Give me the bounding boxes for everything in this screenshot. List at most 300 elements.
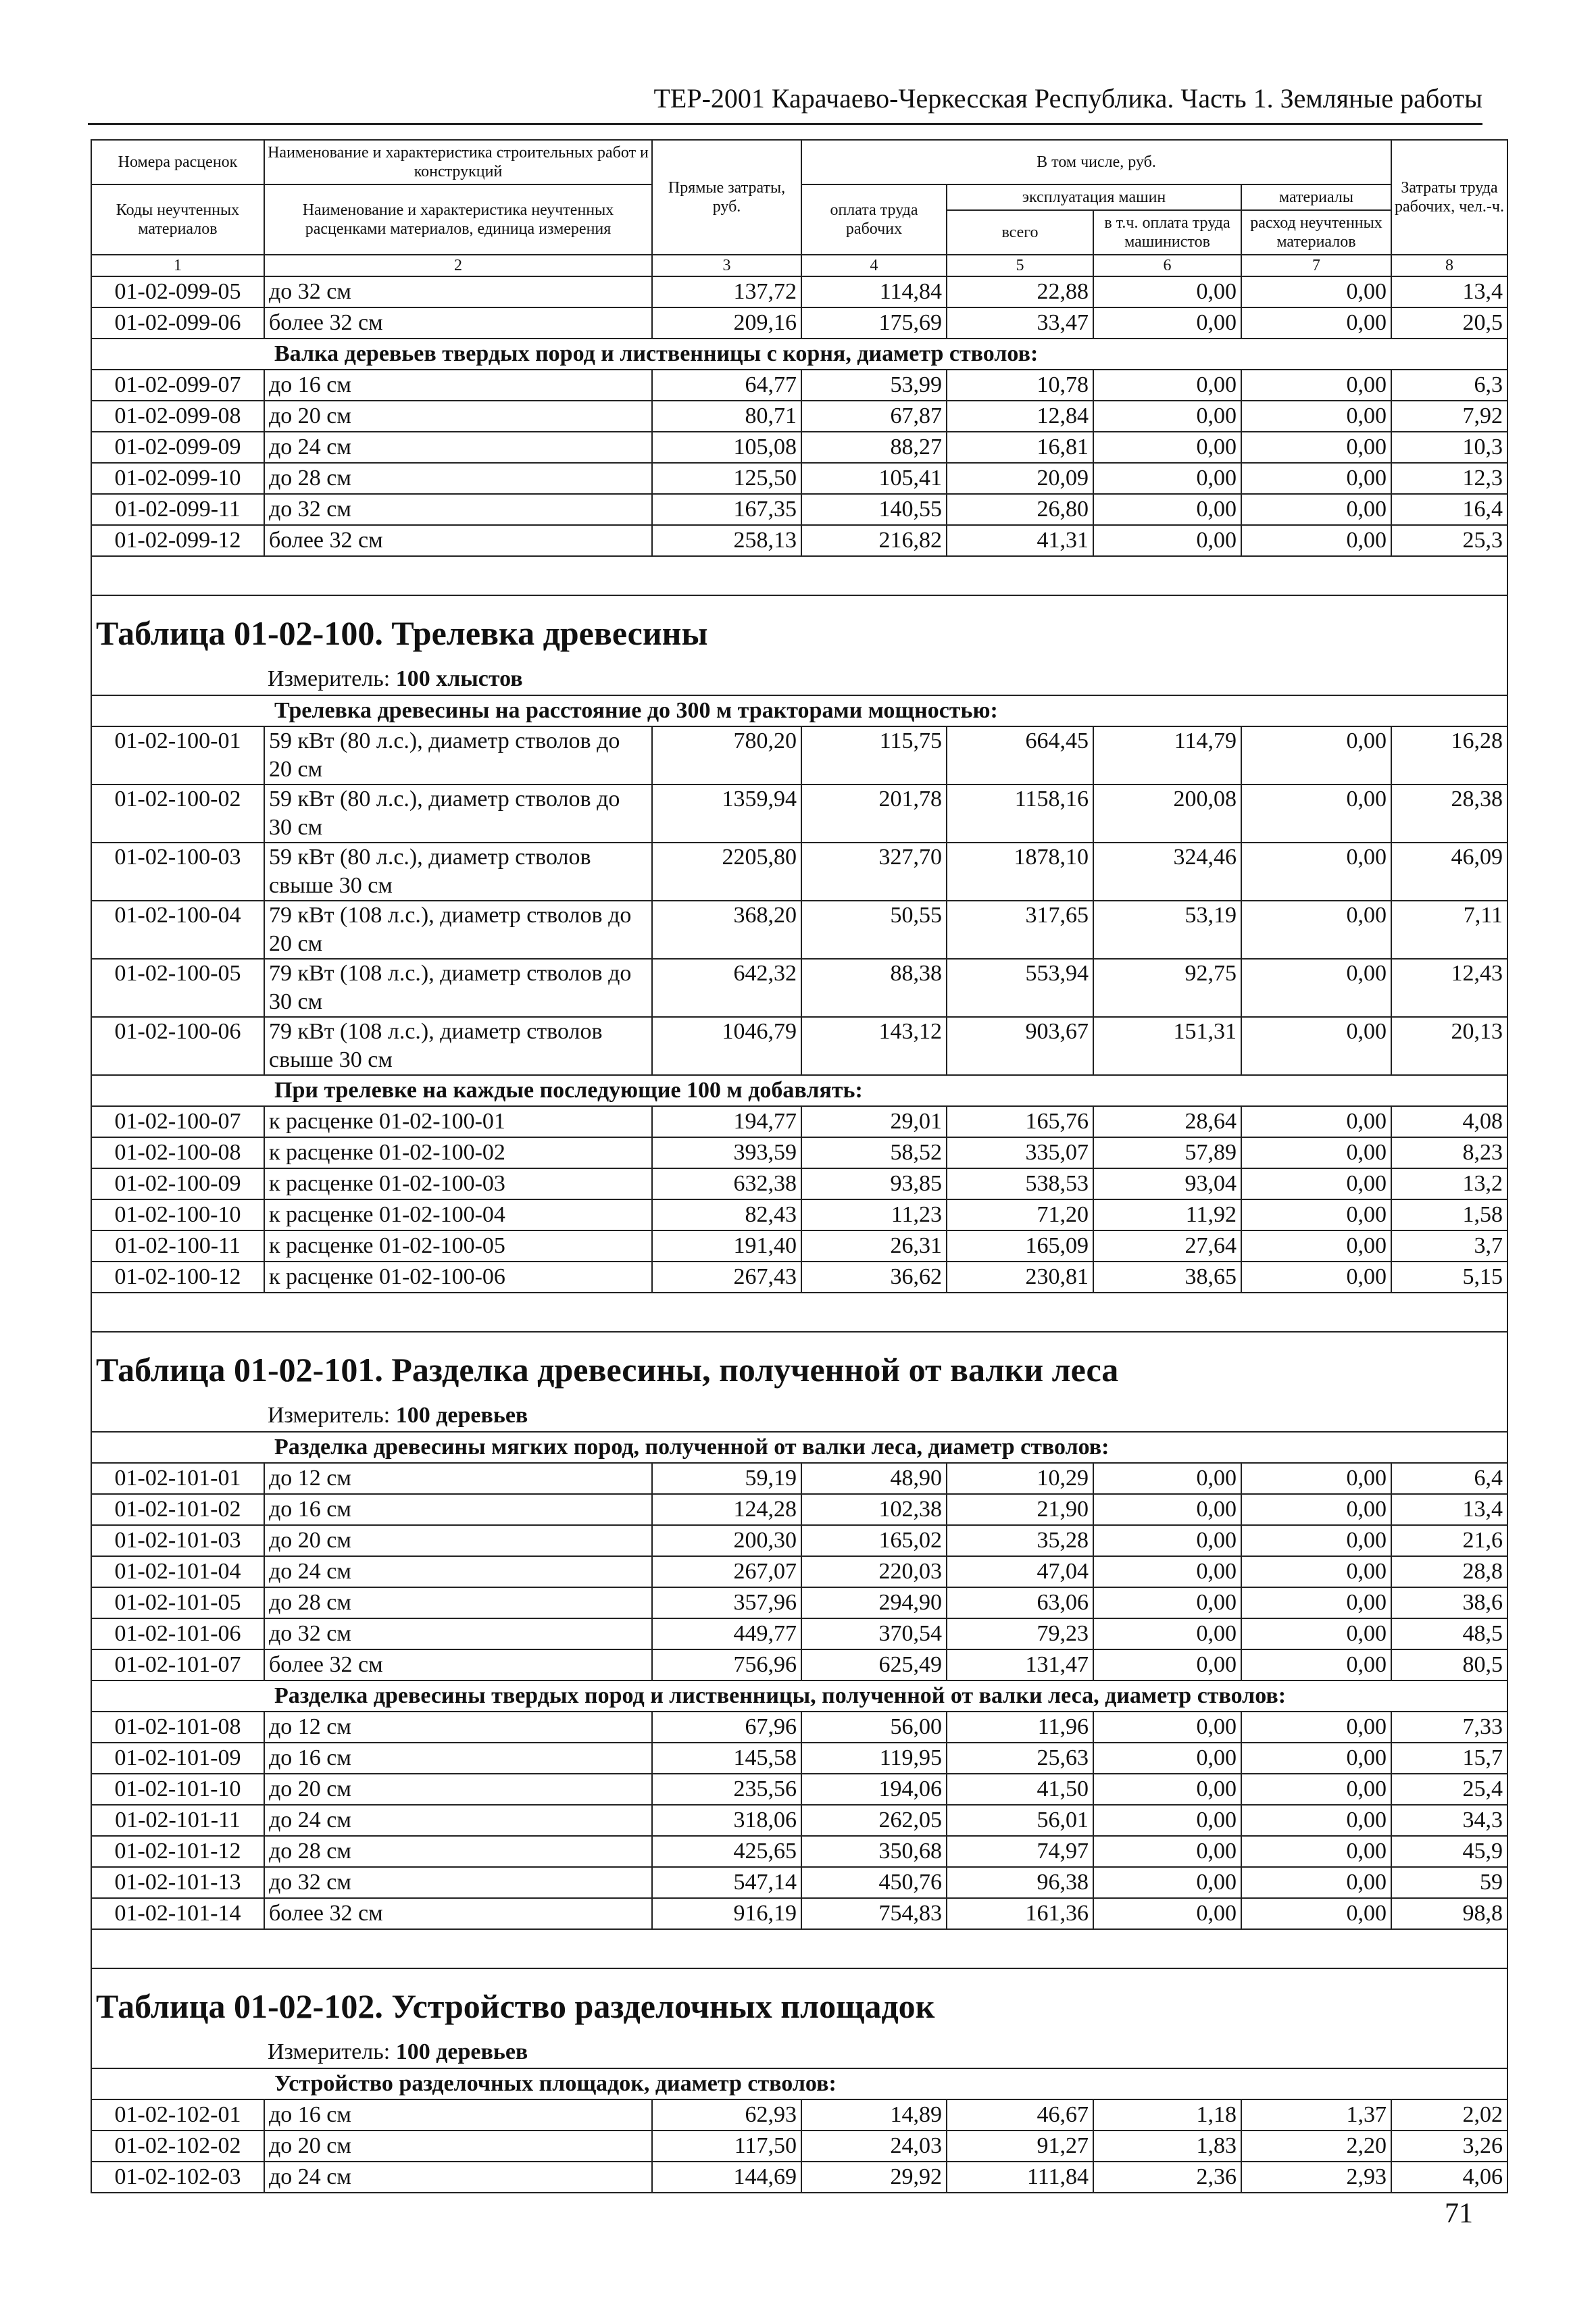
machines-total: 47,04 (947, 1556, 1093, 1587)
machines-total: 22,88 (947, 276, 1093, 307)
direct-cost: 1359,94 (652, 785, 801, 843)
header-row-1 (91, 140, 1507, 184)
direct-cost: 137,72 (652, 276, 801, 307)
head-col2-bottom: Наименование и характеристика неучтенных расценками материалов, единица измерения (264, 184, 652, 255)
rate-code: 01-02-100-01 (91, 726, 264, 785)
labor-pay: 262,05 (801, 1805, 947, 1836)
labor-pay: 93,85 (801, 1168, 947, 1199)
machines-total: 35,28 (947, 1525, 1093, 1556)
table-row (91, 1230, 1507, 1262)
direct-cost: 780,20 (652, 726, 801, 785)
rate-code: 01-02-099-07 (91, 370, 264, 401)
work-name: более 32 см (264, 307, 652, 339)
labor-pay: 143,12 (801, 1017, 947, 1075)
rate-code: 01-02-100-08 (91, 1137, 264, 1168)
rate-code: 01-02-101-08 (91, 1712, 264, 1743)
table-row (91, 1106, 1507, 1137)
rate-code: 01-02-101-05 (91, 1587, 264, 1618)
work-name: 79 кВт (108 л.с.), диаметр стволов до 30 см (264, 959, 652, 1017)
section-row (91, 2068, 1507, 2099)
rate-code: 01-02-101-02 (91, 1494, 264, 1525)
direct-cost: 64,77 (652, 370, 801, 401)
direct-cost: 191,40 (652, 1230, 801, 1262)
labor-hours: 7,11 (1391, 901, 1507, 959)
labor-pay: 29,01 (801, 1106, 947, 1137)
section-heading: Устройство разделочных площадок, диаметр стволов: (91, 2068, 1507, 2099)
rate-code: 01-02-101-04 (91, 1556, 264, 1587)
head-col1-top: Номера расценок (91, 140, 264, 184)
direct-cost: 144,69 (652, 2162, 801, 2193)
spacer-cell (91, 1929, 1507, 1968)
table-row (91, 1867, 1507, 1898)
direct-cost: 368,20 (652, 901, 801, 959)
direct-cost: 642,32 (652, 959, 801, 1017)
rate-code: 01-02-101-06 (91, 1618, 264, 1649)
index-cell: 6 (1093, 255, 1241, 276)
direct-cost: 62,93 (652, 2099, 801, 2131)
work-name: к расценке 01-02-100-05 (264, 1230, 652, 1262)
operators-pay: 0,00 (1093, 463, 1241, 494)
operators-pay: 0,00 (1093, 1463, 1241, 1494)
labor-hours: 7,33 (1391, 1712, 1507, 1743)
materials-use: 0,00 (1241, 370, 1391, 401)
labor-hours: 34,3 (1391, 1805, 1507, 1836)
materials-use: 0,00 (1241, 1556, 1391, 1587)
labor-pay: 175,69 (801, 307, 947, 339)
machines-total: 1878,10 (947, 843, 1093, 901)
direct-cost: 547,14 (652, 1867, 801, 1898)
labor-pay: 58,52 (801, 1137, 947, 1168)
labor-pay: 11,23 (801, 1199, 947, 1230)
direct-cost: 357,96 (652, 1587, 801, 1618)
materials-use: 0,00 (1241, 1836, 1391, 1867)
direct-cost: 1046,79 (652, 1017, 801, 1075)
machines-total: 1158,16 (947, 785, 1093, 843)
work-name: к расценке 01-02-100-02 (264, 1137, 652, 1168)
operators-pay: 11,92 (1093, 1199, 1241, 1230)
direct-cost: 235,56 (652, 1774, 801, 1805)
work-name: к расценке 01-02-100-06 (264, 1262, 652, 1293)
materials-use: 0,00 (1241, 1199, 1391, 1230)
table-row (91, 1199, 1507, 1230)
materials-use: 0,00 (1241, 401, 1391, 432)
measure-row (91, 664, 1507, 695)
rate-code: 01-02-099-12 (91, 525, 264, 556)
labor-pay: 14,89 (801, 2099, 947, 2131)
column-index-row (91, 255, 1507, 276)
work-name: до 16 см (264, 370, 652, 401)
labor-hours: 13,4 (1391, 276, 1507, 307)
machines-total: 11,96 (947, 1712, 1093, 1743)
measure-label: Измеритель: (268, 1403, 391, 1428)
labor-hours: 21,6 (1391, 1525, 1507, 1556)
measure-cell (91, 1400, 1507, 1432)
machines-total: 10,29 (947, 1463, 1093, 1494)
table-row (91, 1137, 1507, 1168)
materials-use: 0,00 (1241, 785, 1391, 843)
machines-total: 20,09 (947, 463, 1093, 494)
head-group: В том числе, руб. (801, 140, 1391, 184)
spacer-cell (91, 1293, 1507, 1332)
rate-code: 01-02-101-09 (91, 1743, 264, 1774)
section-row (91, 1681, 1507, 1712)
direct-cost: 632,38 (652, 1168, 801, 1199)
direct-cost: 267,07 (652, 1556, 801, 1587)
machines-total: 230,81 (947, 1262, 1093, 1293)
table-row (91, 1618, 1507, 1649)
labor-hours: 38,6 (1391, 1587, 1507, 1618)
direct-cost: 167,35 (652, 494, 801, 525)
rate-code: 01-02-100-04 (91, 901, 264, 959)
operators-pay: 0,00 (1093, 1525, 1241, 1556)
table-row (91, 1743, 1507, 1774)
operators-pay: 0,00 (1093, 1587, 1241, 1618)
machines-total: 26,80 (947, 494, 1093, 525)
machines-total: 664,45 (947, 726, 1093, 785)
machines-total: 12,84 (947, 401, 1093, 432)
table-title-row (91, 1332, 1507, 1400)
rate-code: 01-02-099-05 (91, 276, 264, 307)
materials-use: 0,00 (1241, 726, 1391, 785)
labor-hours: 98,8 (1391, 1898, 1507, 1929)
section-heading: Разделка древесины твердых пород и лиственницы, полученной от валки леса, диаметр стволов: (91, 1681, 1507, 1712)
rate-code: 01-02-102-03 (91, 2162, 264, 2193)
materials-use: 0,00 (1241, 494, 1391, 525)
table-row (91, 307, 1507, 339)
work-name: до 20 см (264, 2131, 652, 2162)
work-name: до 32 см (264, 276, 652, 307)
operators-pay: 53,19 (1093, 901, 1241, 959)
spacer-row (91, 556, 1507, 595)
machines-total: 33,47 (947, 307, 1093, 339)
operators-pay: 27,64 (1093, 1230, 1241, 1262)
operators-pay: 92,75 (1093, 959, 1241, 1017)
machines-total: 161,36 (947, 1898, 1093, 1929)
labor-hours: 45,9 (1391, 1836, 1507, 1867)
table-row (91, 1168, 1507, 1199)
labor-pay: 119,95 (801, 1743, 947, 1774)
materials-use: 0,00 (1241, 1106, 1391, 1137)
rate-code: 01-02-101-01 (91, 1463, 264, 1494)
section-row (91, 1432, 1507, 1463)
rate-code: 01-02-100-02 (91, 785, 264, 843)
table-row (91, 2099, 1507, 2131)
materials-use: 0,00 (1241, 1137, 1391, 1168)
direct-cost: 425,65 (652, 1836, 801, 1867)
measure-value: 100 хлыстов (395, 666, 523, 691)
labor-pay: 26,31 (801, 1230, 947, 1262)
labor-pay: 754,83 (801, 1898, 947, 1929)
machines-total: 335,07 (947, 1137, 1093, 1168)
work-name: до 20 см (264, 1774, 652, 1805)
head-col3: Прямые затраты, руб. (652, 140, 801, 255)
labor-pay: 140,55 (801, 494, 947, 525)
operators-pay: 114,79 (1093, 726, 1241, 785)
table-row (91, 843, 1507, 901)
section-heading: Валка деревьев твердых пород и лиственницы с корня, диаметр стволов: (91, 339, 1507, 370)
machines-total: 553,94 (947, 959, 1093, 1017)
work-name: до 16 см (264, 1494, 652, 1525)
table-row (91, 276, 1507, 307)
operators-pay: 0,00 (1093, 525, 1241, 556)
operators-pay: 0,00 (1093, 1774, 1241, 1805)
table-row (91, 901, 1507, 959)
materials-use: 0,00 (1241, 1618, 1391, 1649)
machines-total: 46,67 (947, 2099, 1093, 2131)
table-row (91, 2162, 1507, 2193)
materials-use: 2,93 (1241, 2162, 1391, 2193)
direct-cost: 267,43 (652, 1262, 801, 1293)
labor-hours: 28,38 (1391, 785, 1507, 843)
machines-total: 91,27 (947, 2131, 1093, 2162)
labor-pay: 450,76 (801, 1867, 947, 1898)
rate-code: 01-02-100-05 (91, 959, 264, 1017)
operators-pay: 200,08 (1093, 785, 1241, 843)
rate-code: 01-02-099-10 (91, 463, 264, 494)
rate-code: 01-02-100-03 (91, 843, 264, 901)
machines-total: 21,90 (947, 1494, 1093, 1525)
rate-code: 01-02-099-11 (91, 494, 264, 525)
operators-pay: 151,31 (1093, 1017, 1241, 1075)
labor-pay: 294,90 (801, 1587, 947, 1618)
rate-code: 01-02-101-11 (91, 1805, 264, 1836)
labor-hours: 48,5 (1391, 1618, 1507, 1649)
materials-use: 0,00 (1241, 1494, 1391, 1525)
work-name: до 28 см (264, 1836, 652, 1867)
materials-use: 0,00 (1241, 1587, 1391, 1618)
machines-total: 25,63 (947, 1743, 1093, 1774)
direct-cost: 194,77 (652, 1106, 801, 1137)
operators-pay: 0,00 (1093, 1649, 1241, 1681)
labor-hours: 15,7 (1391, 1743, 1507, 1774)
table-title-row (91, 595, 1507, 664)
labor-pay: 88,38 (801, 959, 947, 1017)
direct-cost: 124,28 (652, 1494, 801, 1525)
table-row (91, 2131, 1507, 2162)
table-row (91, 1525, 1507, 1556)
labor-hours: 3,7 (1391, 1230, 1507, 1262)
machines-total: 903,67 (947, 1017, 1093, 1075)
work-name: до 12 см (264, 1463, 652, 1494)
labor-hours: 80,5 (1391, 1649, 1507, 1681)
materials-use: 0,00 (1241, 1867, 1391, 1898)
labor-pay: 115,75 (801, 726, 947, 785)
materials-use: 1,37 (1241, 2099, 1391, 2131)
measure-row (91, 1400, 1507, 1432)
rate-code: 01-02-101-10 (91, 1774, 264, 1805)
direct-cost: 200,30 (652, 1525, 801, 1556)
materials-use: 0,00 (1241, 432, 1391, 463)
direct-cost: 59,19 (652, 1463, 801, 1494)
section-row (91, 1075, 1507, 1106)
operators-pay: 0,00 (1093, 276, 1241, 307)
work-name: до 28 см (264, 1587, 652, 1618)
rate-code: 01-02-100-09 (91, 1168, 264, 1199)
spacer-row (91, 1929, 1507, 1968)
rate-code: 01-02-101-13 (91, 1867, 264, 1898)
spacer-cell (91, 556, 1507, 595)
rates-table (91, 139, 1508, 2193)
direct-cost: 756,96 (652, 1649, 801, 1681)
measure-label: Измеритель: (268, 2039, 391, 2064)
section-heading: При трелевке на каждые последующие 100 м добавлять: (91, 1075, 1507, 1106)
measure-value: 100 деревьев (395, 2039, 528, 2064)
work-name: до 16 см (264, 1743, 652, 1774)
table-row (91, 1262, 1507, 1293)
labor-hours: 59 (1391, 1867, 1507, 1898)
machines-total: 79,23 (947, 1618, 1093, 1649)
table-title: Таблица 01-02-101. Разделка древесины, полученной от валки леса (91, 1332, 1507, 1400)
head-col5: всего (947, 210, 1093, 255)
table-row (91, 1463, 1507, 1494)
materials-use: 0,00 (1241, 901, 1391, 959)
machines-total: 41,31 (947, 525, 1093, 556)
table-row (91, 1556, 1507, 1587)
direct-cost: 449,77 (652, 1618, 801, 1649)
work-name: до 24 см (264, 1556, 652, 1587)
labor-hours: 3,26 (1391, 2131, 1507, 2162)
machines-total: 165,76 (947, 1106, 1093, 1137)
labor-pay: 216,82 (801, 525, 947, 556)
operators-pay: 0,00 (1093, 1494, 1241, 1525)
labor-hours: 4,08 (1391, 1106, 1507, 1137)
section-row (91, 695, 1507, 726)
work-name: до 32 см (264, 1618, 652, 1649)
materials-use: 0,00 (1241, 1017, 1391, 1075)
rate-code: 01-02-101-03 (91, 1525, 264, 1556)
rate-code: 01-02-101-14 (91, 1898, 264, 1929)
running-header: ТЕР-2001 Карачаево-Черкесская Республика. Часть 1. Земляные работы (88, 80, 1482, 125)
table-row (91, 525, 1507, 556)
direct-cost: 258,13 (652, 525, 801, 556)
work-name: до 16 см (264, 2099, 652, 2131)
work-name: 59 кВт (80 л.с.), диаметр стволов свыше 30 см (264, 843, 652, 901)
page-number: 71 (1445, 2198, 1473, 2229)
machines-total: 538,53 (947, 1168, 1093, 1199)
materials-use: 0,00 (1241, 463, 1391, 494)
table-row (91, 1494, 1507, 1525)
table-row (91, 1712, 1507, 1743)
direct-cost: 209,16 (652, 307, 801, 339)
operators-pay: 0,00 (1093, 1743, 1241, 1774)
labor-pay: 56,00 (801, 1712, 947, 1743)
labor-hours: 25,4 (1391, 1774, 1507, 1805)
labor-hours: 6,3 (1391, 370, 1507, 401)
labor-hours: 25,3 (1391, 525, 1507, 556)
direct-cost: 916,19 (652, 1898, 801, 1929)
direct-cost: 145,58 (652, 1743, 801, 1774)
operators-pay: 0,00 (1093, 494, 1241, 525)
head-col1-bottom: Коды неучтенных материалов (91, 184, 264, 255)
labor-pay: 114,84 (801, 276, 947, 307)
section-heading: Разделка древесины мягких пород, полученной от валки леса, диаметр стволов: (91, 1432, 1507, 1463)
work-name: 59 кВт (80 л.с.), диаметр стволов до 30 см (264, 785, 652, 843)
rate-code: 01-02-100-12 (91, 1262, 264, 1293)
work-name: до 24 см (264, 1805, 652, 1836)
index-cell: 5 (947, 255, 1093, 276)
operators-pay: 0,00 (1093, 1805, 1241, 1836)
table-row (91, 959, 1507, 1017)
table-row (91, 494, 1507, 525)
materials-use: 0,00 (1241, 1805, 1391, 1836)
labor-pay: 88,27 (801, 432, 947, 463)
table-row (91, 1805, 1507, 1836)
materials-use: 0,00 (1241, 959, 1391, 1017)
materials-use: 0,00 (1241, 1743, 1391, 1774)
work-name: более 32 см (264, 1898, 652, 1929)
operators-pay: 1,18 (1093, 2099, 1241, 2131)
table-row (91, 1836, 1507, 1867)
work-name: к расценке 01-02-100-01 (264, 1106, 652, 1137)
work-name: до 20 см (264, 1525, 652, 1556)
machines-total: 63,06 (947, 1587, 1093, 1618)
work-name: более 32 см (264, 1649, 652, 1681)
head-machines: эксплуатация машин (947, 184, 1241, 210)
head-col2-top: Наименование и характеристика строительных работ и конструкций (264, 140, 652, 184)
machines-total: 96,38 (947, 1867, 1093, 1898)
labor-hours: 13,2 (1391, 1168, 1507, 1199)
machines-total: 71,20 (947, 1199, 1093, 1230)
labor-pay: 105,41 (801, 463, 947, 494)
direct-cost: 80,71 (652, 401, 801, 432)
operators-pay: 2,36 (1093, 2162, 1241, 2193)
labor-pay: 50,55 (801, 901, 947, 959)
materials-use: 0,00 (1241, 843, 1391, 901)
index-cell: 1 (91, 255, 264, 276)
measure-label: Измеритель: (268, 666, 391, 691)
operators-pay: 0,00 (1093, 1556, 1241, 1587)
work-name: до 12 см (264, 1712, 652, 1743)
table-title: Таблица 01-02-100. Трелевка древесины (91, 595, 1507, 664)
measure-cell (91, 2037, 1507, 2068)
labor-pay: 201,78 (801, 785, 947, 843)
labor-hours: 2,02 (1391, 2099, 1507, 2131)
rate-code: 01-02-100-07 (91, 1106, 264, 1137)
direct-cost: 2205,80 (652, 843, 801, 901)
labor-pay: 165,02 (801, 1525, 947, 1556)
table-row (91, 1017, 1507, 1075)
table-row (91, 1587, 1507, 1618)
table-body (91, 140, 1507, 2193)
labor-pay: 36,62 (801, 1262, 947, 1293)
operators-pay: 57,89 (1093, 1137, 1241, 1168)
operators-pay: 28,64 (1093, 1106, 1241, 1137)
work-name: до 20 см (264, 401, 652, 432)
table-title: Таблица 01-02-102. Устройство разделочных площадок (91, 1968, 1507, 2037)
operators-pay: 0,00 (1093, 432, 1241, 463)
direct-cost: 318,06 (652, 1805, 801, 1836)
labor-pay: 24,03 (801, 2131, 947, 2162)
labor-hours: 12,3 (1391, 463, 1507, 494)
materials-use: 0,00 (1241, 1649, 1391, 1681)
materials-use: 0,00 (1241, 1712, 1391, 1743)
materials-use: 0,00 (1241, 1525, 1391, 1556)
index-cell: 2 (264, 255, 652, 276)
spacer-row (91, 1293, 1507, 1332)
labor-hours: 28,8 (1391, 1556, 1507, 1587)
section-row (91, 339, 1507, 370)
rate-code: 01-02-100-10 (91, 1199, 264, 1230)
head-col7: расход неучтенных материалов (1241, 210, 1391, 255)
labor-hours: 8,23 (1391, 1137, 1507, 1168)
labor-hours: 20,5 (1391, 307, 1507, 339)
work-name: к расценке 01-02-100-04 (264, 1199, 652, 1230)
labor-hours: 4,06 (1391, 2162, 1507, 2193)
materials-use: 0,00 (1241, 1168, 1391, 1199)
work-name: до 24 см (264, 2162, 652, 2193)
materials-use: 0,00 (1241, 1898, 1391, 1929)
work-name: до 24 см (264, 432, 652, 463)
